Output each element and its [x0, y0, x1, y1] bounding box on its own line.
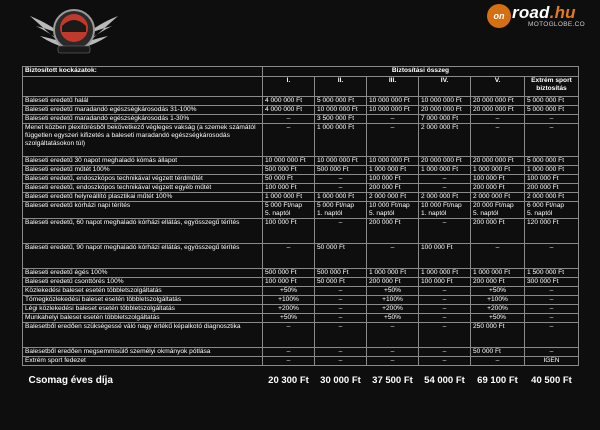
sum-cell: – — [315, 314, 367, 323]
risk-label: Baleseti eredetű, endoszkópos technikával végzett egyéb műtét — [23, 184, 263, 193]
risk-label: Légi közlekedési baleset esetén többletszolgáltatás — [23, 305, 263, 314]
sum-cell: 20 000 000 Ft — [419, 106, 471, 115]
sum-cell: – — [367, 348, 419, 357]
sum-cell: 20 000 000 Ft — [419, 157, 471, 166]
column-header: II. — [315, 77, 367, 97]
sum-cell: 10 000 Ft/nap 5. naptól — [367, 202, 419, 219]
risk-label: Közlekedési baleset esetén többletszolgáltatás — [23, 287, 263, 296]
sum-cell: +50% — [367, 314, 419, 323]
sum-cell: – — [315, 296, 367, 305]
sum-cell: – — [315, 184, 367, 193]
sum-cell: 1 500 000 Ft — [525, 269, 579, 278]
sum-cell: 50 000 Ft — [263, 175, 315, 184]
sum-cell: 120 000 Ft — [525, 219, 579, 244]
sum-cell: 5 000 000 Ft — [525, 157, 579, 166]
sum-cell: – — [315, 305, 367, 314]
sum-cell: IGEN — [525, 357, 579, 366]
sum-cell: – — [525, 296, 579, 305]
sum-cell: 5 000 000 Ft — [315, 97, 367, 106]
sum-cell: 1 000 000 Ft — [471, 166, 525, 175]
sum-cell: – — [525, 305, 579, 314]
sum-cell: +50% — [367, 287, 419, 296]
table-row — [23, 115, 579, 124]
sum-cell: – — [471, 244, 525, 269]
risk-label: Baleseti eredetű, 90 napot meghaladó kórházi ellátás, egyösszegű térítés — [23, 244, 263, 269]
risk-label: Baleseti eredetű, 60 napot meghaladó kórházi ellátás, egyösszegű térítés — [23, 219, 263, 244]
sum-group-header: Biztosítási összeg — [263, 67, 579, 77]
sum-cell: 10 000 000 Ft — [263, 157, 315, 166]
winged-helmet-logo-icon — [28, 2, 120, 60]
sum-cell: +200% — [367, 305, 419, 314]
sum-cell: 100 000 Ft — [367, 175, 419, 184]
sum-cell: 4 000 000 Ft — [263, 97, 315, 106]
sum-cell: 10 000 000 Ft — [419, 97, 471, 106]
brand-on-icon: on — [487, 4, 511, 28]
sum-cell: 1 000 000 Ft — [419, 166, 471, 175]
sum-cell: 20 000 Ft/nap 5. naptól — [471, 202, 525, 219]
sum-cell: – — [263, 115, 315, 124]
sum-cell: 100 000 Ft — [419, 244, 471, 269]
sum-cell: 2 000 000 Ft — [419, 193, 471, 202]
sum-cell: +50% — [263, 287, 315, 296]
table-row — [23, 184, 579, 193]
sum-cell: 10 000 000 Ft — [315, 157, 367, 166]
risk-label: Baleseti eredetű 30 napot meghaladó kómás állapot — [23, 157, 263, 166]
sum-cell: – — [315, 175, 367, 184]
total-price: 20 300 Ft — [268, 374, 309, 386]
column-header: Extrém sport biztosítás — [525, 77, 579, 97]
sum-cell: 300 000 Ft — [525, 278, 579, 287]
sum-cell: – — [419, 323, 471, 348]
sum-cell: 20 000 000 Ft — [471, 106, 525, 115]
sum-cell: 100 000 Ft — [419, 278, 471, 287]
sum-cell: – — [367, 244, 419, 269]
sum-cell: 10 000 000 Ft — [315, 106, 367, 115]
sum-cell: – — [525, 348, 579, 357]
sum-cell: – — [525, 115, 579, 124]
sum-cell: – — [525, 124, 579, 157]
sum-cell: 500 000 Ft — [315, 269, 367, 278]
sum-cell: – — [419, 348, 471, 357]
sum-cell: 4 000 000 Ft — [263, 106, 315, 115]
sum-cell: 10 000 000 Ft — [367, 106, 419, 115]
total-price: 30 000 Ft — [320, 374, 361, 386]
risk-label: Baleseti eredetű égés 100% — [23, 269, 263, 278]
sum-cell: 2 000 000 Ft — [367, 193, 419, 202]
risk-label: Balesetből eredően megsemmisülő személyi okmányok pótlása — [23, 348, 263, 357]
sum-cell: 7 000 000 Ft — [419, 115, 471, 124]
risk-label: Balesetből eredően szükségessé váló nagy értékű képalkotó diagnosztika — [23, 323, 263, 348]
sum-cell: +100% — [263, 296, 315, 305]
risk-label: Extrém sport fedezet — [23, 357, 263, 366]
sum-cell: +50% — [263, 314, 315, 323]
sum-cell: 2 000 000 Ft — [419, 124, 471, 157]
total-price: 54 000 Ft — [424, 374, 465, 386]
sum-cell: 20 000 000 Ft — [471, 157, 525, 166]
table-row — [23, 124, 579, 157]
table-row — [23, 175, 579, 184]
column-header: III. — [367, 77, 419, 97]
sum-cell: 200 000 Ft — [367, 184, 419, 193]
sum-cell: 50 000 Ft — [471, 348, 525, 357]
table-row — [23, 269, 579, 278]
sum-cell: – — [419, 296, 471, 305]
sum-cell: 100 000 Ft — [471, 175, 525, 184]
sum-cell: 10 000 Ft/nap 1. naptól — [419, 202, 471, 219]
top-banner — [0, 0, 600, 62]
table-row — [23, 296, 579, 305]
insurance-table — [22, 66, 579, 394]
sum-cell: 200 000 Ft — [471, 184, 525, 193]
brand-subtitle: MOTOGLOBE.CO — [528, 21, 585, 28]
column-header: I. — [263, 77, 315, 97]
sum-cell: – — [315, 287, 367, 296]
table-row — [23, 97, 579, 106]
table-row — [23, 193, 579, 202]
sum-cell: – — [315, 357, 367, 366]
sum-cell: – — [263, 348, 315, 357]
brand-name — [512, 3, 576, 23]
brand-name-main: road — [512, 3, 550, 22]
risk-label: Munkahelyi baleset esetén többletszolgáltatás — [23, 314, 263, 323]
sum-cell: – — [263, 323, 315, 348]
risk-label: Baleseti eredetű helyreállító plasztikai műtét 100% — [23, 193, 263, 202]
sum-cell: 3 500 000 Ft — [315, 115, 367, 124]
table-row — [23, 244, 579, 269]
table-row — [23, 219, 579, 244]
sum-cell: 200 000 Ft — [471, 219, 525, 244]
column-header: V. — [471, 77, 525, 97]
sum-cell: 1 000 000 Ft — [315, 124, 367, 157]
sum-cell: – — [471, 124, 525, 157]
sum-cell: – — [315, 323, 367, 348]
sum-cell: 250 000 Ft — [471, 323, 525, 348]
sum-cell: 20 000 000 Ft — [471, 97, 525, 106]
sum-cell: – — [525, 314, 579, 323]
sum-cell: – — [263, 124, 315, 157]
risk-label: Baleseti eredetű, endoszkópos technikával végzett térdműtét — [23, 175, 263, 184]
table-row — [23, 166, 579, 175]
risk-label: Baleseti eredetű kórházi napi térítés — [23, 202, 263, 219]
sum-cell: 500 000 Ft — [263, 166, 315, 175]
sum-cell: – — [419, 175, 471, 184]
sum-cell: 5 000 Ft/nap 5. naptól — [263, 202, 315, 219]
sum-cell: 1 000 000 Ft — [315, 193, 367, 202]
table-row — [23, 305, 579, 314]
sum-cell: – — [525, 287, 579, 296]
sum-cell: – — [525, 244, 579, 269]
table-row — [23, 357, 579, 366]
total-price: 37 500 Ft — [372, 374, 413, 386]
sum-cell: 6 000 Ft/nap 5. naptól — [525, 202, 579, 219]
brand-name-dot: .hu — [549, 3, 576, 22]
sum-cell: +200% — [263, 305, 315, 314]
table-row — [23, 202, 579, 219]
table-row — [23, 348, 579, 357]
sum-cell: 1 000 000 Ft — [525, 166, 579, 175]
sum-cell: 100 000 Ft — [263, 184, 315, 193]
sum-cell: – — [525, 323, 579, 348]
sum-cell: 50 000 Ft — [315, 278, 367, 287]
sum-cell: 10 000 000 Ft — [367, 97, 419, 106]
sum-cell: 100 000 Ft — [263, 278, 315, 287]
sum-cell: 50 000 Ft — [315, 244, 367, 269]
table-row — [23, 157, 579, 166]
sum-cell: – — [315, 219, 367, 244]
sum-cell: – — [419, 357, 471, 366]
sum-cell: – — [419, 314, 471, 323]
sum-cell: – — [471, 357, 525, 366]
risk-label: Baleseti eredetű műtét 100% — [23, 166, 263, 175]
sum-cell: 200 000 Ft — [525, 184, 579, 193]
sum-cell: 200 000 Ft — [367, 278, 419, 287]
sum-cell: – — [419, 219, 471, 244]
sum-cell: 200 000 Ft — [367, 219, 419, 244]
risk-label: Baleseti eredetű maradandó egészségkárosodás 1-30% — [23, 115, 263, 124]
risk-label: Baleseti eredetű maradandó egészségkárosodás 31-100% — [23, 106, 263, 115]
sum-cell: 1 000 000 Ft — [471, 269, 525, 278]
risk-label: Baleseti eredetű csonttörés 100% — [23, 278, 263, 287]
sum-cell: – — [419, 305, 471, 314]
risk-header: Biztosított kockázatok: — [23, 67, 263, 77]
empty-header-cell — [23, 77, 263, 97]
sum-cell: 5 000 000 Ft — [525, 97, 579, 106]
sum-cell: – — [471, 115, 525, 124]
sum-cell: 200 000 Ft — [471, 278, 525, 287]
total-price: 40 500 Ft — [531, 374, 572, 386]
sum-cell: – — [315, 348, 367, 357]
sum-cell: 2 000 000 Ft — [471, 193, 525, 202]
sum-cell: 1 000 000 Ft — [263, 193, 315, 202]
sum-cell: 5 000 000 Ft — [525, 106, 579, 115]
risk-label: Menet közben plexitörésből bekövetkező végleges vakság (a szemek számától független egyszeri kifizetés a baleseti maradandó egészségkárosodás szolgáltatásokon túl) — [23, 124, 263, 157]
sum-cell: 100 000 Ft — [525, 175, 579, 184]
sum-cell: +200% — [471, 305, 525, 314]
sum-cell: 1 000 000 Ft — [367, 166, 419, 175]
table-row — [23, 278, 579, 287]
risk-label: Tömegközlekedési baleset esetén többletszolgáltatás — [23, 296, 263, 305]
sum-cell: 2 000 000 Ft — [525, 193, 579, 202]
table-row — [23, 314, 579, 323]
sum-cell: 10 000 000 Ft — [367, 157, 419, 166]
sum-cell: – — [367, 357, 419, 366]
table-row — [23, 323, 579, 348]
sum-cell: – — [367, 323, 419, 348]
sum-cell: – — [419, 184, 471, 193]
sum-cell: 100 000 Ft — [263, 219, 315, 244]
total-price: 69 100 Ft — [477, 374, 518, 386]
sum-cell: 1 000 000 Ft — [367, 269, 419, 278]
sum-cell: – — [367, 124, 419, 157]
sum-cell: +50% — [471, 314, 525, 323]
table-row — [23, 287, 579, 296]
sum-cell: 5 000 Ft/nap 1. naptól — [315, 202, 367, 219]
sum-cell: +100% — [367, 296, 419, 305]
sum-cell: +50% — [471, 287, 525, 296]
risk-label: Baleseti eredetű halál — [23, 97, 263, 106]
sum-cell: – — [367, 115, 419, 124]
sum-cell: – — [263, 357, 315, 366]
sum-cell: – — [419, 287, 471, 296]
table-row — [23, 106, 579, 115]
sum-cell: – — [263, 244, 315, 269]
total-label: Csomag éves díja — [28, 374, 113, 386]
sum-cell: 500 000 Ft — [315, 166, 367, 175]
column-header: IV. — [419, 77, 471, 97]
sum-cell: +100% — [471, 296, 525, 305]
sum-cell: 500 000 Ft — [263, 269, 315, 278]
sum-cell: 1 000 000 Ft — [419, 269, 471, 278]
